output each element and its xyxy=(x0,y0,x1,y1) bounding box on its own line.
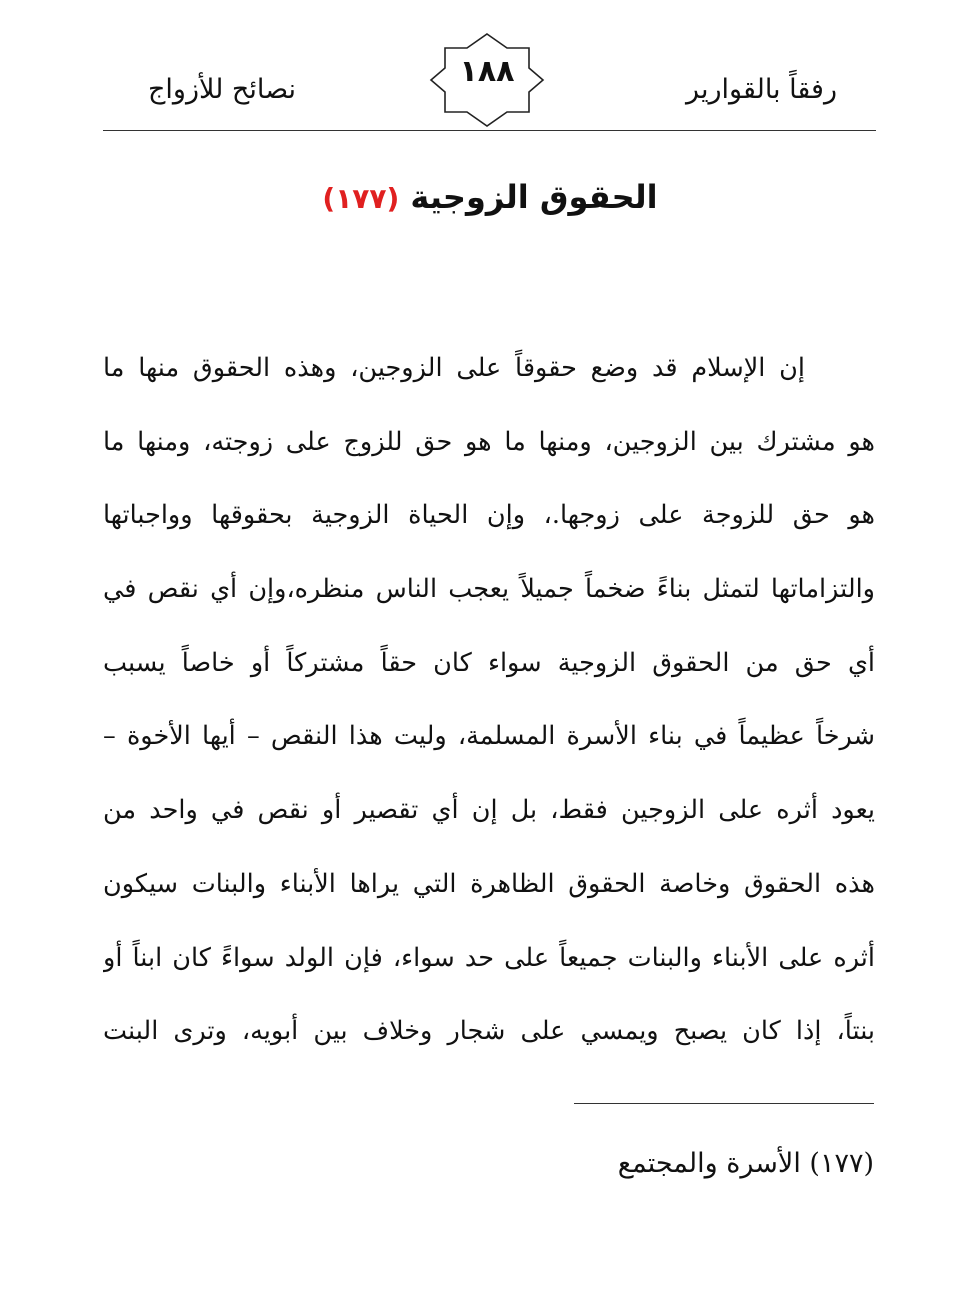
body-line: هذه الحقوق وخاصة الحقوق الظاهرة التي يراها الأبناء والبنات سيكون xyxy=(103,868,875,899)
body-line: هو حق للزوجة على زوجها.، وإن الحياة الزوجية بحقوقها وواجباتها xyxy=(103,500,875,531)
page-number: ١٨٨ xyxy=(459,54,515,89)
body-line: أي حق من الحقوق الزوجية سواء كان حقاً مشتركاً أو خاصاً يسبب xyxy=(103,647,875,678)
footnote-reference: (١٧٧) xyxy=(322,182,400,215)
chapter-title xyxy=(0,178,980,216)
footnote-divider xyxy=(574,1103,874,1104)
footnote: (١٧٧) الأسرة والمجتمع xyxy=(617,1148,874,1179)
body-line: إن الإسلام قد وضع حقوقاً على الزوجين، وهذه الحقوق منها ما xyxy=(103,353,805,383)
body-line: والتزاماتها لتمثل بناءً ضخماً جميلاً يعجب الناس منظره،وإن أي نقص في xyxy=(103,574,875,605)
body-line: هو مشترك بين الزوجين، ومنها ما هو حق للزوج على زوجته، ومنها ما xyxy=(103,426,875,457)
body-text xyxy=(103,338,875,1075)
body-line: شرخاً عظيماً في بناء الأسرة المسلمة، وليت هذا النقص – أيها الأخوة – xyxy=(103,721,875,752)
body-line: يعود أثره على الزوجين فقط، بل إن أي تقصير أو نقص في واحد من xyxy=(103,795,875,826)
book-title-header: رفقاً بالقوارير xyxy=(686,74,837,105)
body-line: بنتاً، إذا كان يصبح ويمسي على شجار وخلاف بين أبويه، وترى البنت xyxy=(103,1016,875,1047)
section-title-header: نصائح للأزواج xyxy=(148,74,297,105)
header-divider xyxy=(103,130,876,131)
body-line: أثره على الأبناء والبنات جميعاً على حد سواء، فإن الولد سواءً كان ابناً أو xyxy=(103,942,875,973)
chapter-title-text: الحقوق الزوجية xyxy=(410,178,658,216)
